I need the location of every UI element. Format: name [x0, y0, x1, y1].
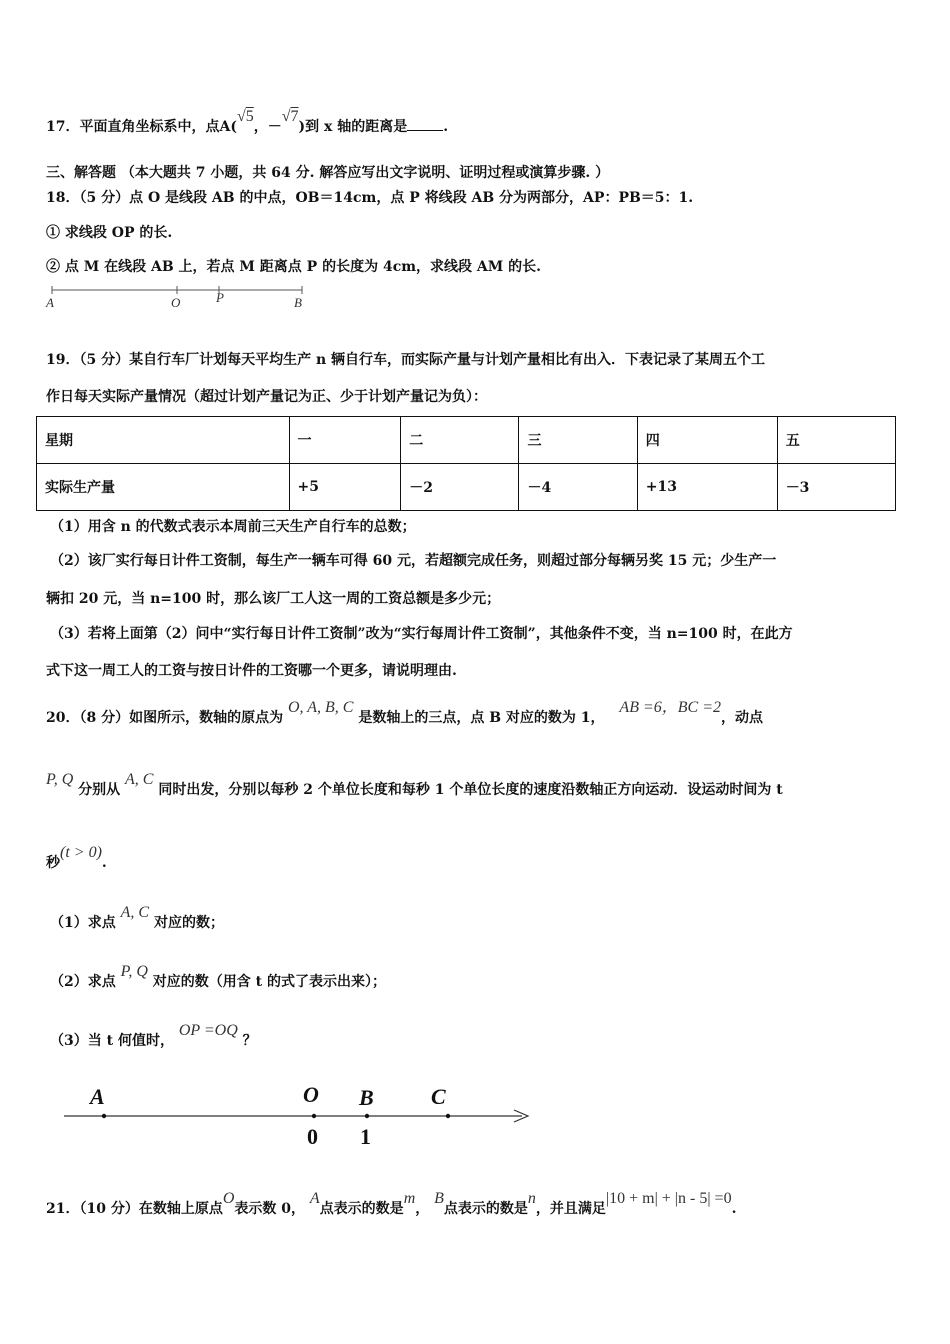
q20-text: ？	[242, 1033, 257, 1049]
point-b	[365, 1114, 369, 1118]
q20-part2	[50, 963, 386, 991]
q21-text: 点表示的数是	[319, 1201, 404, 1217]
label-o: O	[171, 295, 181, 310]
label-a: A	[46, 295, 54, 310]
q20-text: 分别从	[78, 782, 121, 798]
math-b: B	[434, 1190, 444, 1207]
q20-line1	[46, 699, 764, 727]
q17-text-b: )到 x 轴的距离是	[298, 119, 408, 135]
table-header-cell: 四	[637, 417, 777, 464]
math-abs-equation: |10 + m| + |n - 5| =0	[605, 1190, 732, 1207]
q20-text: 同时出发，分别以每秒 2 个单位长度和每秒 1 个单位长度的速度沿数轴正方向运动．设运动时间为 t	[158, 782, 783, 798]
q20-line2	[46, 771, 783, 799]
q19-part2b: 辆扣 20 元，当 n=100 时，那么该厂工人这一周的工资总额是多少元；	[46, 591, 501, 607]
axis-label-c: C	[431, 1084, 446, 1109]
q20-text: .	[101, 855, 107, 871]
q19-stem1: 19．（5 分）某自行车厂计划每天平均生产 n 辆自行车，而实际产量与计划产量相比有出入．下表记录了某周五个工	[46, 352, 766, 368]
table-row	[37, 417, 896, 464]
q17-line	[46, 108, 449, 136]
q21-text: .	[731, 1201, 737, 1217]
q20-text: ，动点	[721, 710, 764, 726]
math-o: O	[222, 1190, 235, 1207]
point-c	[446, 1114, 450, 1118]
q21-text: ，	[415, 1201, 430, 1217]
q21-text: ，并且满足	[535, 1201, 606, 1217]
math-points-oabc: O, A, B, C	[287, 699, 354, 716]
table-cell: －2	[401, 464, 519, 511]
sqrt7-expr: √7	[281, 108, 299, 125]
q21-text: 点表示的数是	[443, 1201, 528, 1217]
q18-stem: 18．（5 分）点 O 是线段 AB 的中点，OB＝14cm，点 P 将线段 AB 分为两部分，AP：PB＝5：1.	[46, 190, 694, 206]
sqrt5-expr: √5	[236, 108, 254, 125]
q21-text: 表示数 0，	[234, 1201, 306, 1217]
label-b: B	[294, 295, 302, 310]
math-a: A	[309, 1190, 320, 1207]
axis-number-0: 0	[307, 1124, 318, 1149]
math-op-oq: OP =OQ	[178, 1022, 238, 1039]
q20-text: （1）求点	[50, 915, 116, 931]
q20-text: 是数轴上的三点，点 B 对应的数为 1，	[358, 710, 605, 726]
q20-text: 对应的数（用含 t 的式了表示出来）；	[152, 974, 386, 990]
q17-comma: ，－	[253, 119, 282, 135]
math-ac: A, C	[120, 904, 150, 921]
q18-part1: ① 求线段 OP 的长.	[46, 225, 173, 241]
number-line-diagram	[60, 1078, 540, 1150]
label-p: P	[216, 290, 224, 305]
q21-line	[46, 1190, 737, 1218]
math-ab-bc: AB =6，BC =2	[619, 699, 722, 716]
q20-text: （3）当 t 何值时，	[50, 1033, 174, 1049]
table-cell: +5	[289, 464, 401, 511]
q19-part2a: （2）该厂实行每日计件工资制，每生产一辆车可得 60 元，若超额完成任务，则超过部分每辆另奖 15 元；少生产一	[50, 553, 777, 569]
q20-text: 对应的数；	[153, 915, 224, 931]
q21-text: 21．（10 分）在数轴上原点	[46, 1201, 223, 1217]
math-m: m	[403, 1190, 416, 1207]
q17-text-a: 17．平面直角坐标系中，点A(	[46, 119, 237, 135]
axis-label-a: A	[90, 1084, 105, 1109]
segment-diagram	[40, 282, 320, 312]
axis-label-b: B	[359, 1085, 374, 1110]
table-header-cell: 星期	[37, 417, 290, 464]
table-header-cell: 一	[289, 417, 401, 464]
q20-line3	[46, 844, 107, 872]
math-n: n	[527, 1190, 536, 1207]
table-header-cell: 五	[777, 417, 895, 464]
math-pq: P, Q	[46, 771, 74, 788]
q17-end: .	[443, 119, 449, 135]
table-header-cell: 三	[519, 417, 637, 464]
axis-label-o: O	[303, 1082, 319, 1107]
table-cell: 实际生产量	[37, 464, 290, 511]
q19-part3a: （3）若将上面第（2）问中“实行每日计件工资制”改为“实行每周计件工资制”，其他条件不变，当 n=100 时，在此方	[50, 626, 793, 642]
sqrt7-radicand: 7	[290, 108, 299, 125]
q20-part1	[50, 904, 224, 932]
table-header-cell: 二	[401, 417, 519, 464]
axis-number-1: 1	[360, 1124, 371, 1149]
math-pq: P, Q	[120, 963, 148, 980]
math-ac: A, C	[125, 771, 154, 788]
production-table	[36, 416, 896, 511]
q20-text: （2）求点	[50, 974, 116, 990]
q20-text: 20．（8 分）如图所示，数轴的原点为	[46, 710, 284, 726]
table-cell: －3	[777, 464, 895, 511]
table-cell: +13	[637, 464, 777, 511]
sqrt5-radicand: 5	[245, 108, 254, 125]
q18-part2: ② 点 M 在线段 AB 上，若点 M 距离点 P 的长度为 4cm，求线段 AM 的长.	[46, 259, 542, 275]
point-a	[102, 1114, 106, 1118]
q19-part3b: 式下这一周工人的工资与按日计件的工资哪一个更多，请说明理由.	[46, 663, 457, 679]
point-o	[312, 1114, 316, 1118]
answer-blank	[407, 118, 443, 131]
q20-text: 秒	[46, 855, 60, 871]
table-row	[37, 464, 896, 511]
section-heading: 三、解答题 （本大题共 7 小题，共 64 分. 解答应写出文字说明、证明过程或演算步骤. ）	[46, 165, 610, 181]
table-cell: －4	[519, 464, 637, 511]
q19-stem2: 作日每天实际产量情况（超过计划产量记为正、少于计划产量记为负）：	[46, 389, 487, 405]
q19-part1: （1）用含 n 的代数式表示本周前三天生产自行车的总数；	[50, 519, 416, 535]
q20-part3	[50, 1022, 257, 1050]
math-t-positive: (t > 0)	[60, 844, 102, 861]
